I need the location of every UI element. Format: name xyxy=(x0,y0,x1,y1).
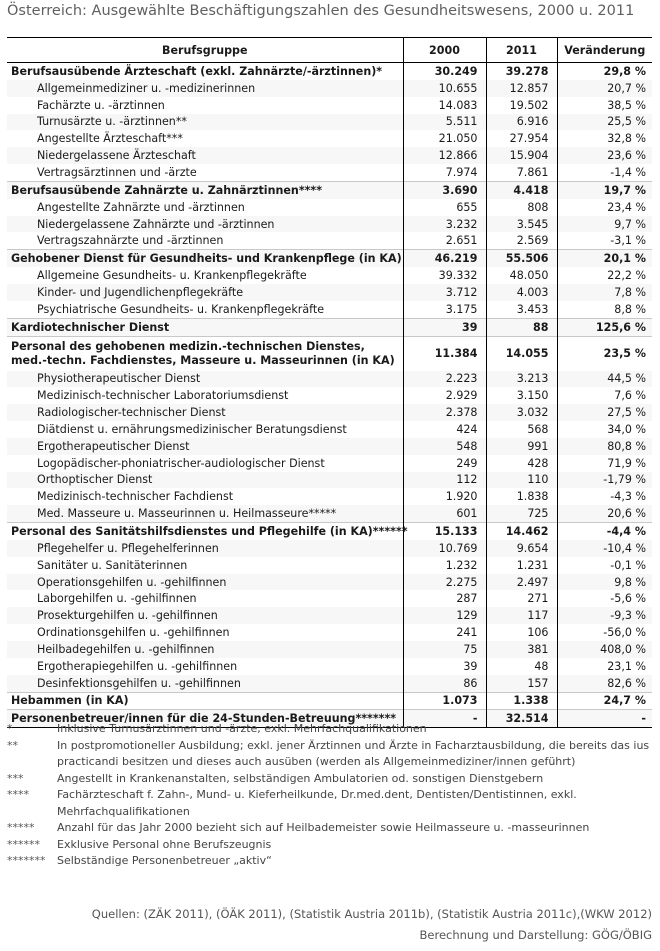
value-change: 23,6 % xyxy=(557,147,652,164)
value-2011: 568 xyxy=(486,421,557,438)
value-change: -56,0 % xyxy=(557,624,652,641)
employment-table xyxy=(7,37,652,728)
table-row xyxy=(7,641,652,658)
table-row xyxy=(7,438,652,455)
row-label: Ergotherapiegehilfen u. -gehilfinnen xyxy=(37,659,238,673)
value-2011: 27.954 xyxy=(486,130,557,147)
page-title: Österreich: Ausgewählte Beschäftigungszahlen des Gesundheitswesens, 2000 u. 2011 xyxy=(7,3,635,19)
value-2011: 3.453 xyxy=(486,301,557,318)
value-2000: 112 xyxy=(403,472,486,489)
value-2011: 106 xyxy=(486,624,557,641)
value-change: 23,1 % xyxy=(557,658,652,675)
value-2011: 48 xyxy=(486,658,557,675)
value-change: 20,1 % xyxy=(557,250,652,267)
value-2000: 21.050 xyxy=(403,130,486,147)
value-2000: 39 xyxy=(403,658,486,675)
value-2000: 3.175 xyxy=(403,301,486,318)
row-label: Turnusärzte u. -ärztinnen** xyxy=(7,114,403,131)
value-change: 408,0 % xyxy=(557,641,652,658)
footnote-mark: **** xyxy=(7,788,29,801)
value-change: 80,8 % xyxy=(557,438,652,455)
value-2011: 1.338 xyxy=(486,692,557,710)
row-label: Berufsausübende Zahnärzte u. Zahnärztinnen**** xyxy=(7,181,403,198)
value-change: -5,6 % xyxy=(557,590,652,607)
table-row xyxy=(7,336,652,371)
table-row xyxy=(7,114,652,131)
value-change: 7,6 % xyxy=(557,387,652,404)
value-2000: 11.384 xyxy=(403,336,486,371)
value-2000: 39 xyxy=(403,318,486,336)
row-label: Heilbadegehilfen u. -gehilfinnen xyxy=(7,641,403,658)
row-label: Medizinisch-technischer Fachdienst xyxy=(37,490,234,504)
row-label: Sanitäter u. Sanitäterinnen xyxy=(37,558,188,572)
row-label: Allgemeinmediziner u. -medizinerinnen xyxy=(7,80,403,97)
value-2011: 4.003 xyxy=(486,284,557,301)
value-2000: 241 xyxy=(403,624,486,641)
row-label: Fachärzte u. -ärztinnen xyxy=(37,98,165,112)
value-2000: 2.929 xyxy=(403,387,486,404)
row-label: Berufsausübende Ärzteschaft (exkl. Zahnärzte/-ärztinnen)* xyxy=(11,64,383,78)
value-2000: 75 xyxy=(403,641,486,658)
value-2000: 249 xyxy=(403,455,486,472)
value-change: -9,3 % xyxy=(557,607,652,624)
footnote-mark: ****** xyxy=(7,837,40,851)
footnote-mark: *** xyxy=(7,771,24,785)
column-header-change: Veränderung xyxy=(557,38,652,63)
footnote xyxy=(7,771,652,788)
row-label: Personenbetreuer/innen für die 24-Stunden-Betreuung******* xyxy=(7,710,403,728)
value-change: 27,5 % xyxy=(557,404,652,421)
table-row xyxy=(7,130,652,147)
table-row xyxy=(7,97,652,114)
value-change: -4,4 % xyxy=(557,523,652,540)
value-2011: 88 xyxy=(486,318,557,336)
value-2000: - xyxy=(403,710,486,728)
credit-line: Berechnung und Darstellung: GÖG/ÖBIG xyxy=(419,928,652,942)
value-2011: 6.916 xyxy=(486,114,557,131)
table-body xyxy=(7,63,652,728)
table-row xyxy=(7,488,652,505)
footnote-mark: ******* xyxy=(7,854,46,867)
value-change: 34,0 % xyxy=(557,421,652,438)
value-change: 32,8 % xyxy=(557,130,652,147)
value-2011: 19.502 xyxy=(486,97,557,114)
value-2000: 39.332 xyxy=(403,267,486,284)
value-2011: 725 xyxy=(486,505,557,522)
value-change: 44,5 % xyxy=(557,371,652,388)
row-label: Angestellte Zahnärzte und -ärztinnen xyxy=(37,200,245,214)
value-change: 23,5 % xyxy=(557,336,652,371)
value-2000: 14.083 xyxy=(403,97,486,114)
value-change: -3,1 % xyxy=(557,232,652,249)
value-2011: 55.506 xyxy=(486,250,557,267)
value-change: 71,9 % xyxy=(557,455,652,472)
value-change: -10,4 % xyxy=(557,540,652,557)
value-2000: 3.690 xyxy=(403,181,486,198)
row-label: Medizinisch-technischer Laboratoriumsdienst xyxy=(37,389,289,403)
footnote-text: Fachärzteschaft f. Zahn-, Mund- u. Kieferheilkunde, Dr.med.dent, Dentisten/Dentistinnen, exkl. Mehrfachqualifikationen xyxy=(57,788,577,818)
value-2000: 30.249 xyxy=(403,63,486,80)
value-change: -1,79 % xyxy=(557,472,652,489)
value-2011: 15.904 xyxy=(486,147,557,164)
value-change: 7,8 % xyxy=(557,284,652,301)
footnote xyxy=(7,837,652,854)
value-2000: 86 xyxy=(403,675,486,692)
table-row xyxy=(7,387,652,404)
table-row xyxy=(7,421,652,438)
column-header-group: Berufsgruppe xyxy=(7,38,403,63)
row-label: Kinder- und Jugendlichenpflegekräfte xyxy=(7,284,403,301)
row-label: Allgemeine Gesundheits- u. Krankenpflegekräfte xyxy=(37,269,307,283)
table-row xyxy=(7,472,652,489)
table-row xyxy=(7,505,652,522)
value-2011: 12.857 xyxy=(486,80,557,97)
value-change: 9,7 % xyxy=(557,216,652,233)
value-2000: 2.651 xyxy=(403,232,486,249)
row-label: Laborgehilfen u. -gehilfinnen xyxy=(37,592,197,606)
row-label: Personal des gehobenen medizin.-technischen Dienstes, med.-techn. Fachdienstes, Masseure u. Masseurinnen (in KA) xyxy=(7,336,403,371)
value-2011: 991 xyxy=(486,438,557,455)
value-change: 29,8 % xyxy=(557,63,652,80)
footnote-text: In postpromotioneller Ausbildung; exkl. jener Ärztinnen und Ärzte in Facharztausbildung, die bereits das ius practicandi besitzen und dieses auch ausüben (werden als Allgemeinmediziner/innen geführt) xyxy=(57,738,650,768)
row-label: Operationsgehilfen u. -gehilfinnen xyxy=(7,574,403,591)
value-2011: 3.150 xyxy=(486,387,557,404)
table-row xyxy=(7,692,652,710)
table-row xyxy=(7,301,652,318)
value-change: 82,6 % xyxy=(557,675,652,692)
value-2011: 4.418 xyxy=(486,181,557,198)
value-2000: 1.232 xyxy=(403,557,486,574)
value-change: -0,1 % xyxy=(557,557,652,574)
row-label: Angestellte Ärzteschaft*** xyxy=(37,132,183,146)
value-change: 125,6 % xyxy=(557,318,652,336)
value-2011: 1.231 xyxy=(486,557,557,574)
table-row xyxy=(7,455,652,472)
row-label: Physiotherapeutischer Dienst xyxy=(7,371,403,388)
table-row xyxy=(7,164,652,181)
row-label: Prosekturgehilfen u. -gehilfinnen xyxy=(7,607,403,624)
value-2011: 3.032 xyxy=(486,404,557,421)
row-label: Orthoptischer Dienst xyxy=(7,472,403,489)
footnote-text: Anzahl für das Jahr 2000 bezieht sich auf Heilbademeister sowie Heilmasseure u. -masseurinnen xyxy=(57,821,590,834)
value-change: 8,8 % xyxy=(557,301,652,318)
column-header-2011: 2011 xyxy=(486,38,557,63)
value-change: -4,3 % xyxy=(557,488,652,505)
row-label: Logopädischer-phoniatrischer-audiologischer Dienst xyxy=(37,456,325,470)
footnote-mark: ***** xyxy=(7,821,35,834)
value-2011: 428 xyxy=(486,455,557,472)
value-2011: 14.462 xyxy=(486,523,557,540)
value-2000: 424 xyxy=(403,421,486,438)
footnote xyxy=(7,820,652,837)
column-header-2000: 2000 xyxy=(403,38,486,63)
footnote xyxy=(7,787,652,820)
value-2011: 14.055 xyxy=(486,336,557,371)
table-row xyxy=(7,181,652,198)
table-row xyxy=(7,63,652,80)
table-row xyxy=(7,574,652,591)
value-2011: 271 xyxy=(486,590,557,607)
row-label: Med. Masseure u. Masseurinnen u. Heilmasseure***** xyxy=(7,505,403,522)
value-change: 20,6 % xyxy=(557,505,652,522)
value-2011: 110 xyxy=(486,472,557,489)
value-2000: 1.073 xyxy=(403,692,486,710)
row-label: Vertragszahnärzte und -ärztinnen xyxy=(37,234,224,248)
row-label: Kardiotechnischer Dienst xyxy=(7,318,403,336)
value-2011: 2.497 xyxy=(486,574,557,591)
row-label: Psychiatrische Gesundheits- u. Krankenpflegekräfte xyxy=(37,302,325,316)
value-2011: 9.654 xyxy=(486,540,557,557)
table-row xyxy=(7,371,652,388)
footnote xyxy=(7,721,652,738)
row-label: Desinfektionsgehilfen u. -gehilfinnen xyxy=(7,675,403,692)
source-block xyxy=(92,904,652,946)
row-label: Hebammen (in KA) xyxy=(7,692,403,710)
table-row xyxy=(7,80,652,97)
table-row xyxy=(7,523,652,540)
footnotes xyxy=(7,721,652,870)
table-row xyxy=(7,267,652,284)
value-2000: 2.223 xyxy=(403,371,486,388)
table-row xyxy=(7,318,652,336)
table-row xyxy=(7,404,652,421)
table-row xyxy=(7,147,652,164)
value-2000: 46.219 xyxy=(403,250,486,267)
table-row xyxy=(7,284,652,301)
value-2011: 32.514 xyxy=(486,710,557,728)
row-label: Gehobener Dienst für Gesundheits- und Krankenpflege (in KA) xyxy=(7,250,403,267)
footnote-mark: ** xyxy=(7,738,18,752)
table-row xyxy=(7,250,652,267)
value-change: 19,7 % xyxy=(557,181,652,198)
table-row xyxy=(7,675,652,692)
row-label: Personal des Sanitätshilfsdienstes und Pflegehilfe (in KA)****** xyxy=(7,523,403,540)
value-change: 23,4 % xyxy=(557,199,652,216)
footnote-text: Angestellt in Krankenanstalten, selbständigen Ambulatorien od. sonstigen Dienstgebern xyxy=(57,771,544,785)
value-2000: 2.378 xyxy=(403,404,486,421)
table-row xyxy=(7,540,652,557)
value-change: - xyxy=(557,710,652,728)
value-2011: 808 xyxy=(486,199,557,216)
value-2000: 548 xyxy=(403,438,486,455)
value-change: 22,2 % xyxy=(557,267,652,284)
value-2000: 12.866 xyxy=(403,147,486,164)
value-2000: 129 xyxy=(403,607,486,624)
table-row xyxy=(7,199,652,216)
value-2011: 48.050 xyxy=(486,267,557,284)
row-label: Vertragsärztinnen und -ärzte xyxy=(37,165,197,179)
value-2011: 7.861 xyxy=(486,164,557,181)
table-row xyxy=(7,624,652,641)
row-label: Niedergelassene Zahnärzte und -ärztinnen xyxy=(7,216,403,233)
value-change: 9,8 % xyxy=(557,574,652,591)
footnote-text: Selbständige Personenbetreuer „aktiv“ xyxy=(57,854,272,867)
footnote-mark: * xyxy=(7,722,13,735)
value-2000: 3.712 xyxy=(403,284,486,301)
row-label: Radiologischer-technischer Dienst xyxy=(7,404,403,421)
footnote-text: Exklusive Personal ohne Berufszeugnis xyxy=(57,837,272,851)
value-change: -1,4 % xyxy=(557,164,652,181)
value-2000: 7.974 xyxy=(403,164,486,181)
footnote-text: Inklusive Turnusärztinnen und -ärzte, exkl. Mehrfachqualifikationen xyxy=(57,722,427,735)
value-2000: 15.133 xyxy=(403,523,486,540)
table-row xyxy=(7,590,652,607)
value-change: 20,7 % xyxy=(557,80,652,97)
value-change: 24,7 % xyxy=(557,692,652,710)
value-2000: 287 xyxy=(403,590,486,607)
value-2000: 5.511 xyxy=(403,114,486,131)
value-2000: 3.232 xyxy=(403,216,486,233)
value-2000: 10.769 xyxy=(403,540,486,557)
row-label: Pflegehelfer u. Pflegehelferinnen xyxy=(7,540,403,557)
row-label: Ordinationsgehilfen u. -gehilfinnen xyxy=(37,626,230,640)
value-2000: 655 xyxy=(403,199,486,216)
sources-line: Quellen: (ZÄK 2011), (ÖÄK 2011), (Statistik Austria 2011b), (Statistik Austria 2011c),(WKW 2012) xyxy=(91,907,652,921)
value-2011: 381 xyxy=(486,641,557,658)
value-change: 25,5 % xyxy=(557,114,652,131)
value-2000: 2.275 xyxy=(403,574,486,591)
value-2011: 1.838 xyxy=(486,488,557,505)
value-2011: 3.213 xyxy=(486,371,557,388)
value-change: 38,5 % xyxy=(557,97,652,114)
table-row xyxy=(7,607,652,624)
table-header-row xyxy=(7,38,652,63)
row-label: Ergotherapeutischer Dienst xyxy=(7,438,403,455)
table-row xyxy=(7,232,652,249)
value-2000: 1.920 xyxy=(403,488,486,505)
table-row xyxy=(7,216,652,233)
value-2011: 39.278 xyxy=(486,63,557,80)
footnote xyxy=(7,853,652,870)
value-2011: 157 xyxy=(486,675,557,692)
value-2000: 10.655 xyxy=(403,80,486,97)
value-2011: 117 xyxy=(486,607,557,624)
table-row xyxy=(7,658,652,675)
value-2011: 3.545 xyxy=(486,216,557,233)
row-label: Niedergelassene Ärzteschaft xyxy=(7,147,403,164)
footnote xyxy=(7,738,652,771)
value-2011: 2.569 xyxy=(486,232,557,249)
value-2000: 601 xyxy=(403,505,486,522)
table-row xyxy=(7,557,652,574)
row-label: Diätdienst u. ernährungsmedizinischer Beratungsdienst xyxy=(37,422,347,436)
